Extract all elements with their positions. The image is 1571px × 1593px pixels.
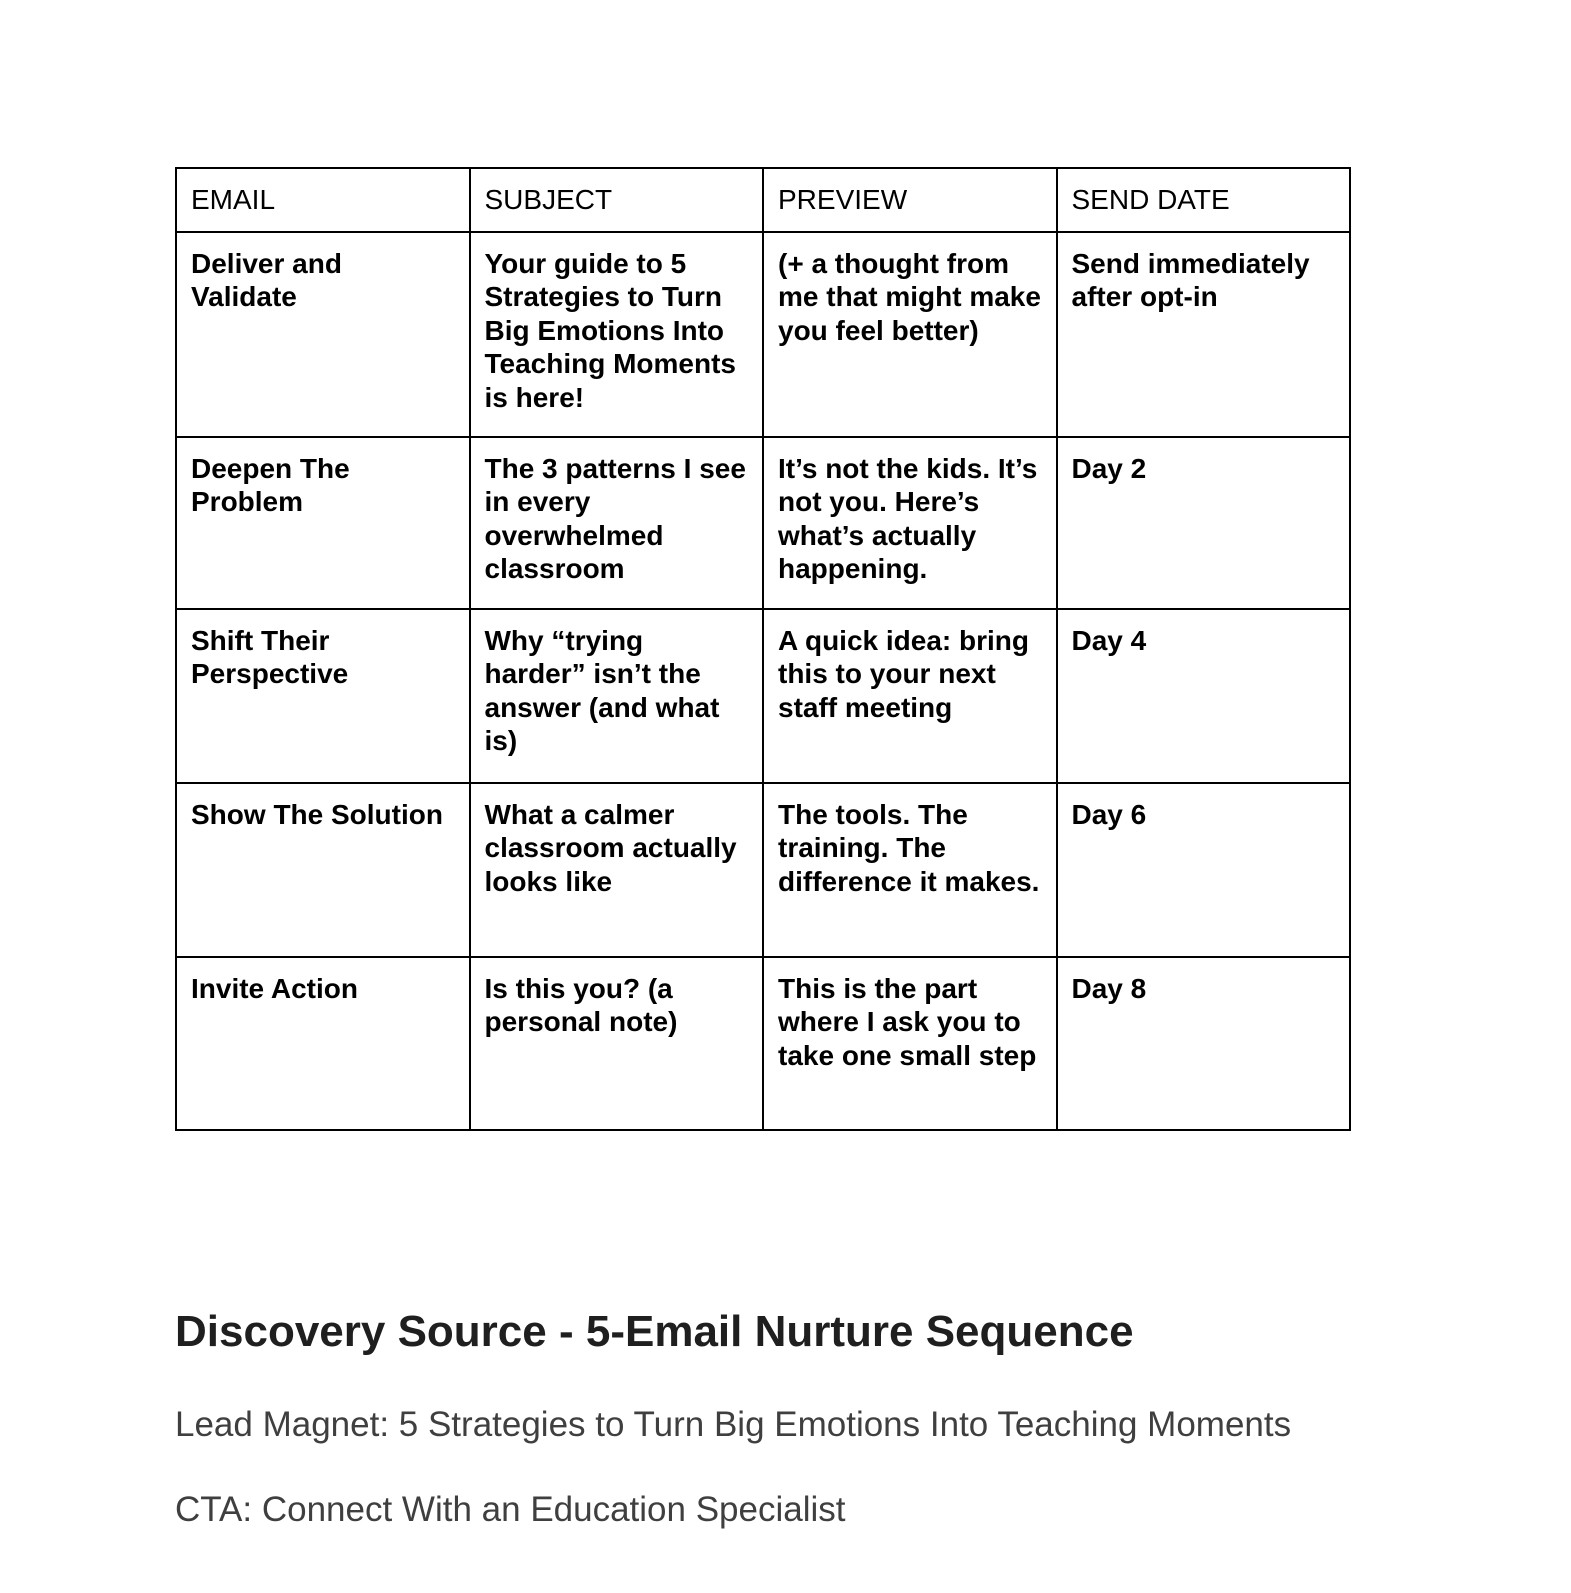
cell-preview: This is the part where I ask you to take one small step [763,957,1057,1130]
table-row [176,957,1350,1130]
cell-send-date: Day 4 [1057,609,1351,783]
table-row [176,609,1350,783]
cta-line: CTA: Connect With an Education Specialist [175,1490,846,1529]
cell-preview: A quick idea: bring this to your next staff meeting [763,609,1057,783]
table-row [176,437,1350,609]
cell-email: Shift Their Perspective [176,609,470,783]
email-sequence-table [175,167,1351,1131]
table-header-row [176,168,1350,232]
cell-preview: It’s not the kids. It’s not you. Here’s what’s actually happening. [763,437,1057,609]
header-subject: SUBJECT [470,168,764,232]
header-email: EMAIL [176,168,470,232]
cell-preview: The tools. The training. The difference it makes. [763,783,1057,957]
cell-send-date: Day 6 [1057,783,1351,957]
cell-subject: Is this you? (a personal note) [470,957,764,1130]
cell-email: Deliver and Validate [176,232,470,437]
lead-magnet-line: Lead Magnet: 5 Strategies to Turn Big Emotions Into Teaching Moments [175,1405,1292,1444]
cell-subject: What a calmer classroom actually looks like [470,783,764,957]
cell-subject: Why “trying harder” isn’t the answer (and what is) [470,609,764,783]
table-row [176,783,1350,957]
document-title: Discovery Source - 5-Email Nurture Sequence [175,1307,1134,1356]
cell-subject: The 3 patterns I see in every overwhelmed classroom [470,437,764,609]
cell-email: Invite Action [176,957,470,1130]
cell-send-date: Day 8 [1057,957,1351,1130]
cell-send-date: Send immediately after opt-in [1057,232,1351,437]
cell-email: Show The Solution [176,783,470,957]
cell-preview: (+ a thought from me that might make you feel better) [763,232,1057,437]
cell-send-date: Day 2 [1057,437,1351,609]
table-row [176,232,1350,437]
header-preview: PREVIEW [763,168,1057,232]
cell-subject: Your guide to 5 Strategies to Turn Big Emotions Into Teaching Moments is here! [470,232,764,437]
header-send-date: SEND DATE [1057,168,1351,232]
cell-email: Deepen The Problem [176,437,470,609]
